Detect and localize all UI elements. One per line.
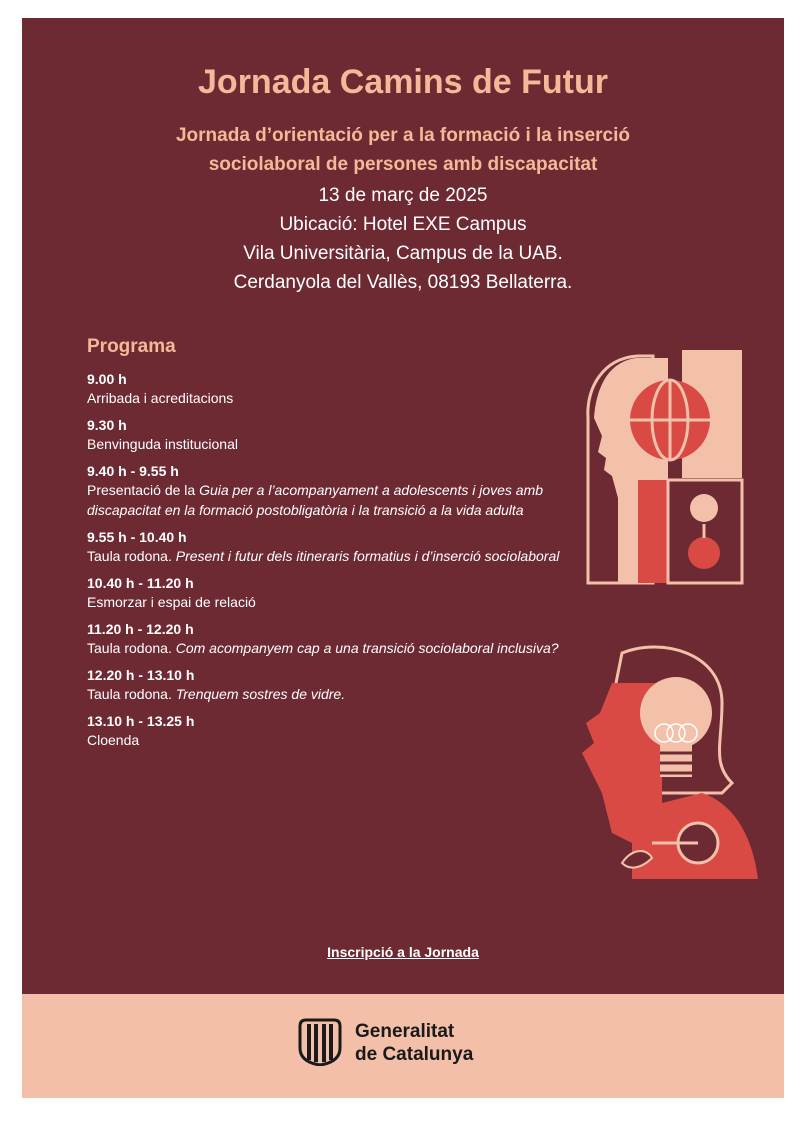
event-address-line-2: Cerdanyola del Vallès, 08193 Bellaterra. — [233, 272, 573, 293]
logo-line-1: Generalitat — [355, 1021, 455, 1042]
register-link[interactable]: Inscripció a la Jornada — [327, 944, 479, 960]
program-list — [87, 370, 567, 758]
program-heading: Programa — [87, 336, 176, 357]
program-description — [87, 592, 567, 612]
woman-globe-apple-illustration — [578, 348, 760, 588]
poster — [22, 18, 784, 994]
program-time: 11.20 h - 12.20 h — [87, 621, 194, 637]
program-description — [87, 684, 567, 704]
event-address-line-1: Vila Universitària, Campus de la UAB. — [243, 243, 563, 264]
subtitle-line-2: sociolaboral de persones amb discapacitat — [208, 154, 598, 175]
program-time: 9.40 h - 9.55 h — [87, 463, 179, 479]
program-time: 13.10 h - 13.25 h — [87, 713, 195, 729]
program-description — [87, 730, 567, 750]
program-description — [87, 638, 567, 658]
program-text: Arribada i acreditacions — [87, 390, 234, 406]
program-time: 10.40 h - 11.20 h — [87, 575, 194, 591]
program-text: Esmorzar i espai de relació — [87, 594, 256, 610]
program-time: 9.00 h — [87, 371, 127, 387]
program-entry — [87, 574, 567, 612]
program-description — [87, 546, 567, 566]
program-description — [87, 434, 567, 454]
program-italic-title: Com acompanyem cap a una transició sociolaboral inclusiva? — [175, 640, 559, 656]
woman-lightbulb-illustration — [572, 643, 762, 883]
program-text: Benvinguda institucional — [87, 436, 238, 452]
program-italic-title: Trenquem sostres de vidre. — [175, 686, 346, 702]
footer — [22, 994, 784, 1098]
program-entry — [87, 416, 567, 454]
program-entry — [87, 666, 567, 704]
page-title: Jornada Camins de Futur — [198, 63, 608, 101]
program-entry — [87, 462, 567, 520]
program-italic-title: Present i futur dels itineraris formatius i d’inserció sociolaboral — [175, 548, 560, 564]
event-date: 13 de març de 2025 — [318, 185, 488, 206]
logo-line-2: de Catalunya — [355, 1044, 474, 1065]
program-description — [87, 388, 567, 408]
program-time: 12.20 h - 13.10 h — [87, 667, 195, 683]
program-time: 9.30 h — [87, 417, 127, 433]
event-location: Ubicació: Hotel EXE Campus — [279, 214, 527, 235]
program-entry — [87, 712, 567, 750]
program-text: Taula rodona. — [87, 548, 176, 564]
program-text: Taula rodona. — [87, 686, 176, 702]
program-italic-title: Guia per a l’acompanyament a adolescents i joves amb discapacitat en la formació postobligatòria i la transició a la vida adulta — [87, 482, 544, 518]
program-entry — [87, 370, 567, 408]
program-entry — [87, 528, 567, 566]
subtitle-line-1: Jornada d’orientació per a la formació i la inserció — [175, 125, 631, 146]
register-link-container — [22, 944, 784, 962]
event-info — [22, 181, 784, 297]
program-time: 9.55 h - 10.40 h — [87, 529, 187, 545]
subtitle — [22, 121, 784, 179]
program-text: Cloenda — [87, 732, 140, 748]
program-description — [87, 480, 567, 520]
program-entry — [87, 620, 567, 658]
program-text: Presentació de la — [87, 482, 200, 498]
generalitat-emblem-icon — [297, 1018, 343, 1066]
logo-text — [355, 1020, 473, 1066]
program-text: Taula rodona. — [87, 640, 176, 656]
generalitat-logo — [297, 1018, 474, 1074]
